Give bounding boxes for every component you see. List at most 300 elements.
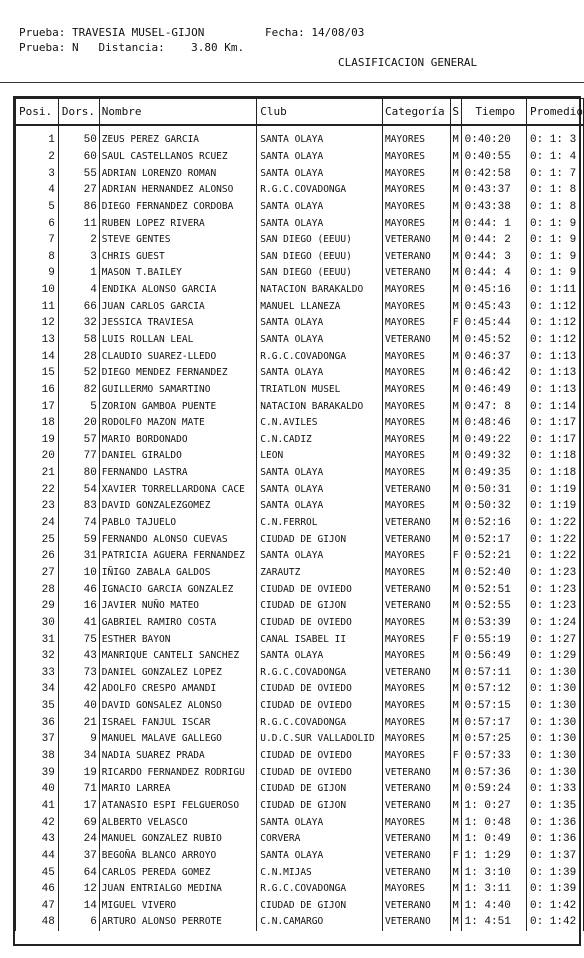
- cell-dorsal: 4: [58, 282, 99, 299]
- cell-tiempo: 1: 3:10: [461, 864, 526, 881]
- cell-nombre: CHRIS GUEST: [99, 248, 257, 265]
- table-row: [16, 415, 584, 432]
- cell-categoria: VETERANO: [382, 798, 450, 815]
- cell-posicion: 19: [16, 432, 59, 449]
- cell-club: CIUDAD DE GIJON: [257, 531, 383, 548]
- cell-posicion: 11: [16, 298, 59, 315]
- cell-sexo: M: [450, 182, 461, 199]
- cell-promedio: 0: 1:17: [526, 432, 583, 449]
- cell-club: CIUDAD DE GIJON: [257, 897, 383, 914]
- table-row: [16, 398, 584, 415]
- cell-tiempo: 0:53:39: [461, 615, 526, 632]
- cell-club: R.G.C.COVADONGA: [257, 665, 383, 682]
- cell-posicion: 21: [16, 465, 59, 482]
- cell-sexo: M: [450, 515, 461, 532]
- cell-dorsal: 86: [58, 199, 99, 216]
- table-row: [16, 698, 584, 715]
- cell-categoria: VETERANO: [382, 531, 450, 548]
- cell-dorsal: 3: [58, 248, 99, 265]
- cell-sexo: M: [450, 914, 461, 931]
- cell-sexo: M: [450, 298, 461, 315]
- table-row: [16, 298, 584, 315]
- table-row: [16, 881, 584, 898]
- cell-nombre: ZEUS PEREZ GARCIA: [99, 132, 257, 149]
- cell-dorsal: 37: [58, 848, 99, 865]
- cell-promedio: 0: 1:13: [526, 348, 583, 365]
- cell-nombre: CARLOS PEREDA GOMEZ: [99, 864, 257, 881]
- cell-club: NATACION BARAKALDO: [257, 398, 383, 415]
- cell-dorsal: 12: [58, 881, 99, 898]
- cell-club: SANTA OLAYA: [257, 365, 383, 382]
- cell-promedio: 0: 1:30: [526, 665, 583, 682]
- cell-tiempo: 1: 4:40: [461, 897, 526, 914]
- cell-posicion: 25: [16, 531, 59, 548]
- cell-categoria: MAYORES: [382, 398, 450, 415]
- cell-sexo: M: [450, 798, 461, 815]
- cell-categoria: VETERANO: [382, 581, 450, 598]
- cell-posicion: 29: [16, 598, 59, 615]
- table-row: [16, 481, 584, 498]
- cell-nombre: DAVID GONZALEZGOMEZ: [99, 498, 257, 515]
- cell-club: SANTA OLAYA: [257, 465, 383, 482]
- cell-tiempo: 0:52:21: [461, 548, 526, 565]
- cell-promedio: 0: 1:30: [526, 731, 583, 748]
- cell-dorsal: 55: [58, 165, 99, 182]
- cell-nombre: GUILLERMO SAMARTINO: [99, 382, 257, 399]
- cell-posicion: 14: [16, 348, 59, 365]
- cell-sexo: M: [450, 215, 461, 232]
- report-title: CLASIFICACION GENERAL: [338, 56, 478, 69]
- cell-tiempo: 0:56:49: [461, 648, 526, 665]
- cell-nombre: XAVIER TORRELLARDONA CACE: [99, 481, 257, 498]
- cell-club: TRIATLON MUSEL: [257, 382, 383, 399]
- cell-tiempo: 1: 0:48: [461, 814, 526, 831]
- cell-tiempo: 0:57:11: [461, 665, 526, 682]
- cell-posicion: 44: [16, 848, 59, 865]
- cell-categoria: VETERANO: [382, 265, 450, 282]
- cell-tiempo: 0:42:58: [461, 165, 526, 182]
- cell-sexo: M: [450, 432, 461, 449]
- cell-club: R.G.C.COVADONGA: [257, 348, 383, 365]
- cell-club: R.G.C.COVADONGA: [257, 714, 383, 731]
- table-row: [16, 515, 584, 532]
- cell-club: CIUDAD DE OVIEDO: [257, 698, 383, 715]
- cell-dorsal: 77: [58, 448, 99, 465]
- cell-posicion: 12: [16, 315, 59, 332]
- cell-nombre: MIGUEL VIVERO: [99, 897, 257, 914]
- cell-tiempo: 0:44: 1: [461, 215, 526, 232]
- cell-nombre: RICARDO FERNANDEZ RODRIGU: [99, 764, 257, 781]
- cell-sexo: M: [450, 764, 461, 781]
- cell-tiempo: 0:52:16: [461, 515, 526, 532]
- cell-club: SANTA OLAYA: [257, 848, 383, 865]
- cell-categoria: MAYORES: [382, 282, 450, 299]
- table-row: [16, 432, 584, 449]
- cell-club: CORVERA: [257, 831, 383, 848]
- cell-club: SANTA OLAYA: [257, 165, 383, 182]
- cell-nombre: IGNACIO GARCIA GONZALEZ: [99, 581, 257, 598]
- cell-promedio: 0: 1:11: [526, 282, 583, 299]
- cell-nombre: ISRAEL FANJUL ISCAR: [99, 714, 257, 731]
- cell-categoria: MAYORES: [382, 548, 450, 565]
- cell-tiempo: 0:44: 2: [461, 232, 526, 249]
- cell-sexo: M: [450, 781, 461, 798]
- cell-sexo: M: [450, 831, 461, 848]
- table-row: [16, 748, 584, 765]
- cell-nombre: MANUEL MALAVE GALLEGO: [99, 731, 257, 748]
- table-row: [16, 565, 584, 582]
- cell-dorsal: 21: [58, 714, 99, 731]
- table-row: [16, 282, 584, 299]
- cell-nombre: FERNANDO LASTRA: [99, 465, 257, 482]
- table-row: [16, 465, 584, 482]
- header-divider: [0, 82, 584, 83]
- col-tiempo: Tiempo: [461, 99, 526, 126]
- cell-nombre: PATRICIA AGUERA FERNANDEZ: [99, 548, 257, 565]
- cell-categoria: VETERANO: [382, 831, 450, 848]
- cell-sexo: M: [450, 481, 461, 498]
- cell-tiempo: 0:43:37: [461, 182, 526, 199]
- cell-nombre: SAUL CASTELLANOS RCUEZ: [99, 149, 257, 166]
- cell-nombre: DANIEL GIRALDO: [99, 448, 257, 465]
- cell-promedio: 0: 1:22: [526, 548, 583, 565]
- table-row: [16, 864, 584, 881]
- cell-posicion: 47: [16, 897, 59, 914]
- cell-promedio: 0: 1:36: [526, 814, 583, 831]
- cell-posicion: 37: [16, 731, 59, 748]
- table-row: [16, 897, 584, 914]
- results-table: [15, 98, 584, 931]
- cell-nombre: ESTHER BAYON: [99, 631, 257, 648]
- cell-sexo: M: [450, 714, 461, 731]
- cell-posicion: 26: [16, 548, 59, 565]
- cell-nombre: ZORION GAMBOA PUENTE: [99, 398, 257, 415]
- cell-posicion: 42: [16, 814, 59, 831]
- cell-club: U.D.C.SUR VALLADOLID: [257, 731, 383, 748]
- cell-sexo: M: [450, 648, 461, 665]
- cell-promedio: 0: 1: 7: [526, 165, 583, 182]
- cell-dorsal: 66: [58, 298, 99, 315]
- cell-dorsal: 73: [58, 665, 99, 682]
- cell-dorsal: 24: [58, 831, 99, 848]
- cell-dorsal: 83: [58, 498, 99, 515]
- cell-nombre: IÑIGO ZABALA GALDOS: [99, 565, 257, 582]
- cell-club: SANTA OLAYA: [257, 648, 383, 665]
- cell-club: CIUDAD DE OVIEDO: [257, 764, 383, 781]
- cell-sexo: M: [450, 365, 461, 382]
- table-row: [16, 365, 584, 382]
- cell-promedio: 0: 1:12: [526, 298, 583, 315]
- cell-sexo: M: [450, 332, 461, 349]
- cell-club: CIUDAD DE GIJON: [257, 781, 383, 798]
- cell-posicion: 17: [16, 398, 59, 415]
- cell-tiempo: 0:40:20: [461, 132, 526, 149]
- cell-tiempo: 0:44: 3: [461, 248, 526, 265]
- cell-dorsal: 59: [58, 531, 99, 548]
- cell-club: C.N.AVILES: [257, 415, 383, 432]
- cell-nombre: MASON T.BAILEY: [99, 265, 257, 282]
- cell-nombre: DIEGO MENDEZ FERNANDEZ: [99, 365, 257, 382]
- cell-tiempo: 0:52:51: [461, 581, 526, 598]
- cell-posicion: 30: [16, 615, 59, 632]
- table-row: [16, 332, 584, 349]
- cell-club: SANTA OLAYA: [257, 814, 383, 831]
- cell-posicion: 43: [16, 831, 59, 848]
- cell-promedio: 0: 1:42: [526, 897, 583, 914]
- cell-categoria: MAYORES: [382, 731, 450, 748]
- col-sexo: S: [450, 99, 461, 126]
- cell-sexo: M: [450, 615, 461, 632]
- table-row: [16, 315, 584, 332]
- table-row: [16, 831, 584, 848]
- cell-posicion: 34: [16, 681, 59, 698]
- cell-categoria: VETERANO: [382, 665, 450, 682]
- cell-sexo: M: [450, 398, 461, 415]
- cell-dorsal: 28: [58, 348, 99, 365]
- cell-categoria: MAYORES: [382, 315, 450, 332]
- cell-tiempo: 0:50:31: [461, 481, 526, 498]
- cell-sexo: M: [450, 348, 461, 365]
- cell-promedio: 0: 1:27: [526, 631, 583, 648]
- cell-categoria: MAYORES: [382, 814, 450, 831]
- cell-tiempo: 0:44: 4: [461, 265, 526, 282]
- table-row: [16, 232, 584, 249]
- cell-club: ZARAUTZ: [257, 565, 383, 582]
- cell-club: MANUEL LLANEZA: [257, 298, 383, 315]
- table-row: [16, 598, 584, 615]
- cell-dorsal: 82: [58, 382, 99, 399]
- table-row: [16, 382, 584, 399]
- cell-dorsal: 17: [58, 798, 99, 815]
- cell-club: C.N.MIJAS: [257, 864, 383, 881]
- cell-nombre: GABRIEL RAMIRO COSTA: [99, 615, 257, 632]
- table-row: [16, 631, 584, 648]
- cell-nombre: MARIO BORDONADO: [99, 432, 257, 449]
- cell-tiempo: 0:45:16: [461, 282, 526, 299]
- cell-sexo: M: [450, 465, 461, 482]
- cell-dorsal: 60: [58, 149, 99, 166]
- cell-categoria: VETERANO: [382, 598, 450, 615]
- cell-club: SANTA OLAYA: [257, 149, 383, 166]
- cell-tiempo: 0:49:32: [461, 448, 526, 465]
- cell-categoria: MAYORES: [382, 182, 450, 199]
- table-row: [16, 149, 584, 166]
- cell-sexo: M: [450, 598, 461, 615]
- cell-tiempo: 1: 0:27: [461, 798, 526, 815]
- cell-dorsal: 5: [58, 398, 99, 415]
- cell-categoria: VETERANO: [382, 781, 450, 798]
- cell-posicion: 28: [16, 581, 59, 598]
- table-row: [16, 731, 584, 748]
- cell-tiempo: 0:45:52: [461, 332, 526, 349]
- cell-sexo: F: [450, 848, 461, 865]
- cell-posicion: 13: [16, 332, 59, 349]
- cell-sexo: M: [450, 415, 461, 432]
- cell-dorsal: 42: [58, 681, 99, 698]
- cell-club: CIUDAD DE OVIEDO: [257, 581, 383, 598]
- cell-promedio: 0: 1:23: [526, 565, 583, 582]
- cell-posicion: 4: [16, 182, 59, 199]
- cell-nombre: JUAN ENTRIALGO MEDINA: [99, 881, 257, 898]
- cell-dorsal: 58: [58, 332, 99, 349]
- cell-club: R.G.C.COVADONGA: [257, 881, 383, 898]
- cell-club: C.N.CADIZ: [257, 432, 383, 449]
- cell-sexo: M: [450, 581, 461, 598]
- cell-dorsal: 32: [58, 315, 99, 332]
- cell-club: CIUDAD DE OVIEDO: [257, 748, 383, 765]
- cell-tiempo: 0:43:38: [461, 199, 526, 216]
- cell-nombre: JUAN CARLOS GARCIA: [99, 298, 257, 315]
- cell-categoria: VETERANO: [382, 897, 450, 914]
- cell-dorsal: 40: [58, 698, 99, 715]
- cell-posicion: 38: [16, 748, 59, 765]
- cell-sexo: M: [450, 165, 461, 182]
- cell-club: SANTA OLAYA: [257, 498, 383, 515]
- cell-promedio: 0: 1:23: [526, 598, 583, 615]
- cell-dorsal: 6: [58, 914, 99, 931]
- cell-nombre: DANIEL GONZALEZ LOPEZ: [99, 665, 257, 682]
- cell-nombre: DIEGO FERNANDEZ CORDOBA: [99, 199, 257, 216]
- cell-categoria: MAYORES: [382, 748, 450, 765]
- cell-categoria: MAYORES: [382, 432, 450, 449]
- cell-tiempo: 1: 3:11: [461, 881, 526, 898]
- cell-dorsal: 54: [58, 481, 99, 498]
- cell-dorsal: 52: [58, 365, 99, 382]
- cell-nombre: BEGOÑA BLANCO ARROYO: [99, 848, 257, 865]
- cell-categoria: MAYORES: [382, 165, 450, 182]
- cell-categoria: MAYORES: [382, 465, 450, 482]
- cell-categoria: MAYORES: [382, 132, 450, 149]
- cell-promedio: 0: 1:30: [526, 698, 583, 715]
- cell-club: SANTA OLAYA: [257, 332, 383, 349]
- cell-nombre: DAVID GONSALEZ ALONSO: [99, 698, 257, 715]
- cell-sexo: M: [450, 881, 461, 898]
- cell-posicion: 41: [16, 798, 59, 815]
- cell-sexo: M: [450, 265, 461, 282]
- table-row: [16, 265, 584, 282]
- cell-sexo: M: [450, 814, 461, 831]
- cell-categoria: VETERANO: [382, 764, 450, 781]
- cell-club: R.G.C.COVADONGA: [257, 182, 383, 199]
- col-club: Club: [257, 99, 383, 126]
- cell-promedio: 0: 1:13: [526, 365, 583, 382]
- cell-categoria: MAYORES: [382, 365, 450, 382]
- cell-sexo: F: [450, 748, 461, 765]
- table-row: [16, 132, 584, 149]
- cell-posicion: 39: [16, 764, 59, 781]
- cell-categoria: VETERANO: [382, 232, 450, 249]
- table-row: [16, 764, 584, 781]
- cell-sexo: M: [450, 565, 461, 582]
- cell-sexo: M: [450, 698, 461, 715]
- cell-promedio: 0: 1:37: [526, 848, 583, 865]
- cell-dorsal: 2: [58, 232, 99, 249]
- table-row: [16, 665, 584, 682]
- col-nombre: Nombre: [99, 99, 257, 126]
- cell-promedio: 0: 1:13: [526, 382, 583, 399]
- cell-nombre: CLAUDIO SUAREZ-LLEDO: [99, 348, 257, 365]
- cell-sexo: M: [450, 448, 461, 465]
- cell-promedio: 0: 1:17: [526, 415, 583, 432]
- cell-categoria: MAYORES: [382, 448, 450, 465]
- cell-posicion: 32: [16, 648, 59, 665]
- cell-nombre: RODOLFO MAZON MATE: [99, 415, 257, 432]
- cell-posicion: 16: [16, 382, 59, 399]
- cell-posicion: 9: [16, 265, 59, 282]
- cell-club: NATACION BARAKALDO: [257, 282, 383, 299]
- cell-nombre: ENDIKA ALONSO GARCIA: [99, 282, 257, 299]
- cell-promedio: 0: 1:12: [526, 315, 583, 332]
- cell-club: SAN DIEGO (EEUU): [257, 248, 383, 265]
- cell-dorsal: 1: [58, 265, 99, 282]
- cell-posicion: 8: [16, 248, 59, 265]
- table-row: [16, 448, 584, 465]
- cell-promedio: 0: 1:39: [526, 864, 583, 881]
- cell-dorsal: 46: [58, 581, 99, 598]
- table-row: [16, 498, 584, 515]
- cell-categoria: MAYORES: [382, 565, 450, 582]
- cell-posicion: 10: [16, 282, 59, 299]
- cell-posicion: 23: [16, 498, 59, 515]
- cell-sexo: M: [450, 665, 461, 682]
- cell-promedio: 0: 1:35: [526, 798, 583, 815]
- cell-club: SANTA OLAYA: [257, 199, 383, 216]
- cell-dorsal: 50: [58, 132, 99, 149]
- cell-nombre: ARTURO ALONSO PERROTE: [99, 914, 257, 931]
- cell-categoria: MAYORES: [382, 698, 450, 715]
- cell-nombre: PABLO TAJUELO: [99, 515, 257, 532]
- cell-promedio: 0: 1: 9: [526, 232, 583, 249]
- cell-promedio: 0: 1:22: [526, 515, 583, 532]
- cell-dorsal: 71: [58, 781, 99, 798]
- cell-posicion: 33: [16, 665, 59, 682]
- cell-posicion: 20: [16, 448, 59, 465]
- table-row: [16, 199, 584, 216]
- cell-dorsal: 80: [58, 465, 99, 482]
- header-row: [16, 99, 584, 126]
- cell-posicion: 2: [16, 149, 59, 166]
- cell-sexo: M: [450, 232, 461, 249]
- cell-sexo: M: [450, 531, 461, 548]
- table-row: [16, 615, 584, 632]
- cell-nombre: RUBEN LOPEZ RIVERA: [99, 215, 257, 232]
- cell-categoria: MAYORES: [382, 415, 450, 432]
- cell-sexo: M: [450, 897, 461, 914]
- cell-club: CANAL ISABEL II: [257, 631, 383, 648]
- cell-promedio: 0: 1:30: [526, 748, 583, 765]
- cell-posicion: 6: [16, 215, 59, 232]
- cell-nombre: ADRIAN HERNANDEZ ALONSO: [99, 182, 257, 199]
- cell-posicion: 7: [16, 232, 59, 249]
- table-row: [16, 814, 584, 831]
- cell-club: C.N.CAMARGO: [257, 914, 383, 931]
- cell-tiempo: 0:48:46: [461, 415, 526, 432]
- cell-tiempo: 0:57:15: [461, 698, 526, 715]
- cell-nombre: MANUEL GONZALEZ RUBIO: [99, 831, 257, 848]
- race-distance: Prueba: N Distancia: 3.80 Km.: [19, 41, 245, 54]
- cell-promedio: 0: 1: 4: [526, 149, 583, 166]
- cell-promedio: 0: 1:33: [526, 781, 583, 798]
- cell-dorsal: 9: [58, 731, 99, 748]
- cell-dorsal: 57: [58, 432, 99, 449]
- table-row: [16, 781, 584, 798]
- cell-nombre: STEVE GENTES: [99, 232, 257, 249]
- cell-tiempo: 0:49:35: [461, 465, 526, 482]
- table-row: [16, 714, 584, 731]
- cell-categoria: MAYORES: [382, 149, 450, 166]
- table-row: [16, 215, 584, 232]
- cell-tiempo: 0:45:44: [461, 315, 526, 332]
